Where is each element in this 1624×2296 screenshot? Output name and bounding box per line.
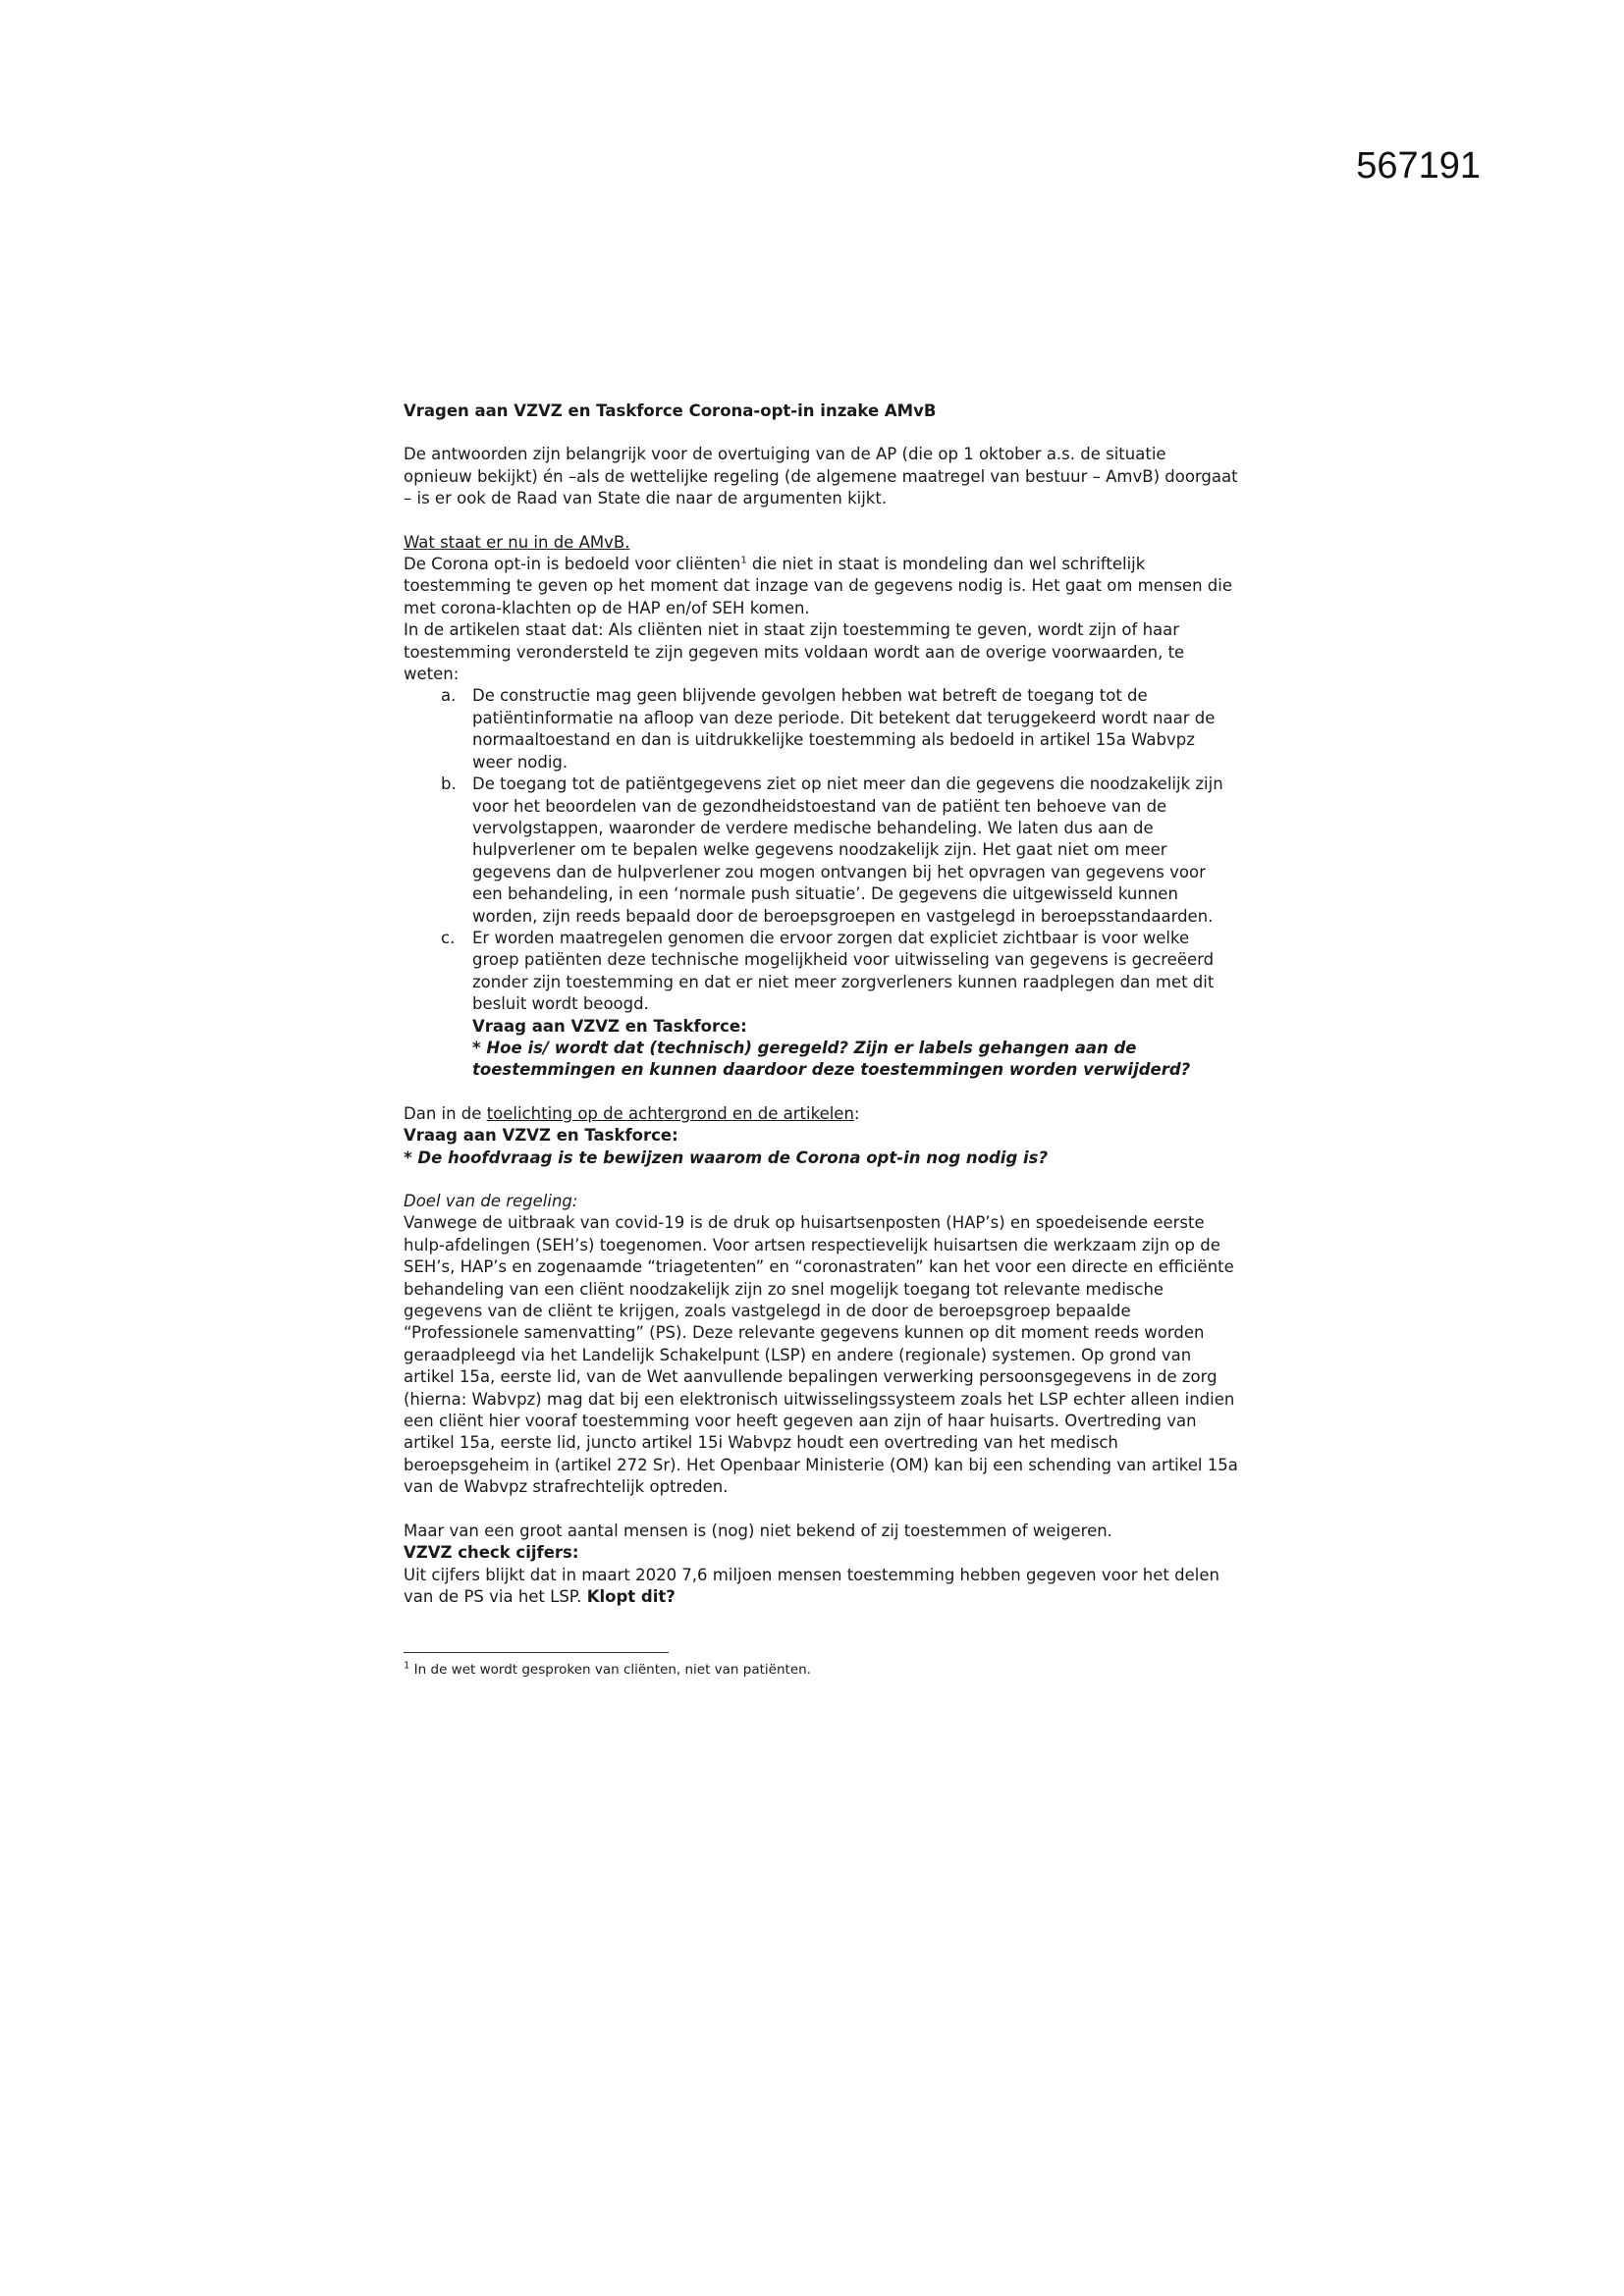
figures-paragraph: Uit cijfers blijkt dat in maart 2020 7,6 miljoen mensen toestemming hebben gegeven voor het delen van de PS via het LSP. Klopt dit? [404, 1565, 1219, 1606]
footnote-reference[interactable]: 1 [740, 555, 747, 566]
purpose-paragraph: Vanwege de uitbraak van covid-19 is de druk op huisartsenposten (HAP’s) en spoedeisende eerste hulp-afdelingen (SEH’s) toegenomen. Voor artsen respectievelijk huisartsen die werkzaam zijn op de SEH’s, HAP’s en zogenaamde “triagetenten” en “coronastraten” kan het voor een directe en efficiënte behandeling van een cliënt noodzakelijk zijn zo snel mogelijk toegang tot relevante medische gegevens van de cliënt te krijgen, zoals vastgelegd in de door de beroepsgroep bepaalde “Professionele samenvatting” (PS). Deze relevante gegevens kunnen op dit moment reeds worden geraadpleegd via het Landelijk Schakelpunt (LSP) en andere (regionale) systemen. Op grond van artikel 15a, eerste lid, van de Wet aanvullende bepalingen verwerking persoonsgegevens in de zorg (hierna: Wabvpz) mag dat bij een elektronisch uitwisselingssysteem zoals het LSP echter alleen indien een cliënt hier vooraf toestemming voor heeft gegeven aan zijn of haar huisarts. Overtreding van artikel 15a, eerste lid, juncto artikel 15i Wabvpz houdt een overtreding van het medisch beroepsgeheim in (artikel 272 Sr). Het Openbaar Ministerie (OM) kan bij een schending van artikel 15a van de Wabvpz strafrechtelijk optreden. [404, 1213, 1238, 1497]
list-item: c. Er worden maatregelen genomen die ervoor zorgen dat expliciet zichtbaar is voor welke groep patiënten deze technische mogelijkheid voor uitwisseling van gegevens is gecreëerd zonder zijn toestemming en dat er niet meer zorgverleners kunnen raadplegen dan met dit besluit wordt beoogd. [441, 928, 1215, 1014]
document-body [404, 400, 1238, 1608]
check-figures-heading: VZVZ check cijfers: [404, 1543, 579, 1563]
list-item: a. De constructie mag geen blijvende gevolgen hebben wat betreft de toegang tot de patiëntinformatie na afloop van deze periode. Dit betekent dat teruggekeerd wordt naar de normaaltoestand en dan is uitdrukkelijke toestemming als bedoeld in artikel 15a Wabvpz weer nodig. [441, 686, 1216, 772]
section-heading-amvb: Wat staat er nu in de AMvB. [404, 532, 630, 552]
unknown-consent-paragraph: Maar van een groot aantal mensen is (nog) niet bekend of zij toestemmen of weigeren. [404, 1521, 1112, 1540]
question-text: * Hoe is/ wordt dat (technisch) geregeld? Zijn er labels gehangen aan de toestemmingen en kunnen daardoor deze toestemmingen worden verwijderd? [472, 1038, 1191, 1080]
intro-paragraph: De antwoorden zijn belangrijk voor de overtuiging van de AP (die op 1 oktober a.s. de situatie opnieuw bekijkt) én –als de wettelijke regeling (de algemene maatregel van bestuur – AmvB) doorgaat – is er ook de Raad van State die naar de argumenten kijkt. [404, 445, 1238, 508]
list-item: b. De toegang tot de patiëntgegevens ziet op niet meer dan die gegevens die noodzakelijk zijn voor het beoordelen van de gezondheidstoestand van de patiënt ten behoeve van de vervolgstappen, waaronder de verdere medische behandeling. We laten dus aan de hulpverlener om te bepalen welke gegevens noodzakelijk zijn. Het gaat niet om meer gegevens dan de hulpverlener zou mogen ontvangen bij het opvragen van gegevens voor een behandeling, in een ‘normale push situatie’. De gegevens die uitgewisseld kunnen worden, zijn reeds bepaald door de beroepsgroepen en vastgelegd in beroepsstandaarden. [441, 774, 1223, 926]
document-number: 567191 [1356, 145, 1481, 187]
paragraph-articles: In de artikelen staat dat: Als cliënten niet in staat zijn toestemming te geven, wordt zijn of haar toestemming verondersteld te zijn gegeven mits voldaan wordt aan de overige voorwaarden, te weten: [404, 620, 1185, 684]
footnote-separator [404, 1652, 669, 1653]
section-heading-purpose: Doel van de regeling: [404, 1192, 578, 1210]
question-heading: Vraag aan VZVZ en Taskforce: [472, 1016, 747, 1036]
explanation-lead: Dan in de toelichting op de achtergrond en de artikelen: [404, 1103, 860, 1123]
explanation-link[interactable]: toelichting op de achtergrond en de artikelen [486, 1103, 854, 1123]
footnote: $^1$ In de wet wordt gesproken van cliënten, niet van patiënten. [404, 1660, 811, 1678]
paragraph-corona-opt-in: De Corona opt-in is bedoeld voor cliënten$^1$ die niet in staat is mondeling dan wel schriftelijk toestemming te geven op het moment dat inzage van de gegevens nodig is. Het gaat om mensen die met corona-klachten op de HAP en/of SEH komen. [404, 555, 1232, 617]
document-title: Vragen aan VZVZ en Taskforce Corona-opt-in inzake AMvB [404, 401, 937, 420]
conditions-list [404, 685, 1238, 1015]
main-question: * De hoofdvraag is te bewijzen waarom de Corona opt-in nog nodig is? [404, 1148, 1049, 1167]
question-heading: Vraag aan VZVZ en Taskforce: [404, 1126, 678, 1146]
